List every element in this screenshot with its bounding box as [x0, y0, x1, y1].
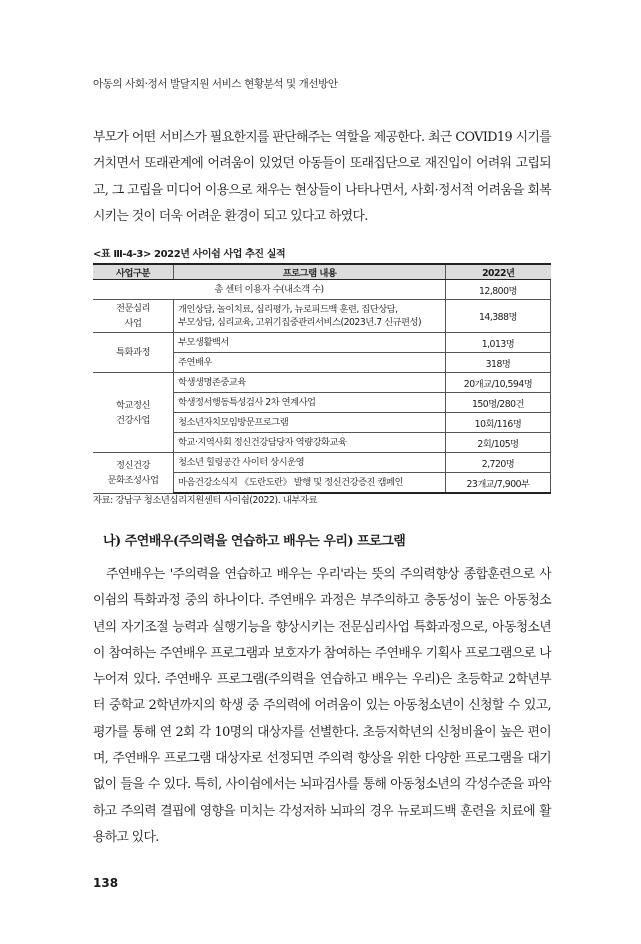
value-cell: 1,013명 [446, 333, 551, 353]
value-cell: 14,388명 [446, 300, 551, 333]
value-cell: 150명/280건 [446, 393, 551, 413]
category-cell: 학교정신 건강사업 [93, 373, 174, 453]
body-paragraph-2: 주연배우는 '주의력을 연습하고 배우는 우리'라는 뜻의 주의력향상 종합훈련으로 사이쉼의 특화과정 중의 하나이다. 주연배우 과정은 부주의하고 충동성이 높은 아동청소년의 자기조절 능력과 실행기능을 향상시키는 전문심리사업 특화과정으로, 아동청소년이 참여하는 주연배우 프로그램과 보호자가 참여하는 주연배우 기획사 프로그램으로 나누어져 있다. 주연배우 프로그램(주의력을 연습하고 배우는 우리)은 초등학교 2학년부터 중학교 2학년까지의 학생 중 주의력에 어려움이 있는 아동청소년이 신청할 수 있고, 평가를 통해 연 2회 각 10명의 대상자를 선별한다. 초등저학년의 신청비율이 높은 편이며, 주연배우 프로그램 대상자로 선정되면 주의력 향상을 위한 다양한 프로그램을 대기 없이 들을 수 있다. 특히, 사이쉼에서는 뇌파검사를 통해 아동청소년의 각성수준을 파악하고 주의력 결핍에 영향을 미치는 각성저하 뇌파의 경우 뉴로피드백 훈련을 치료에 활용하고 있다. [93, 567, 551, 845]
program-cell: 청소년 힐링공간 사이터 상시운영 [174, 453, 446, 473]
value-cell: 2,720명 [446, 453, 551, 473]
value-cell: 2회/105명 [446, 433, 551, 453]
section-subheading: 나) 주연배우(주의력을 연습하고 배우는 우리) 프로그램 [103, 534, 406, 549]
table-source-note: 자료: 강남구 청소년심리지원센터 사이쉼(2022). 내부자료 [93, 495, 318, 506]
program-results-table [93, 263, 551, 494]
program-cell: 개인상담, 놀이치료, 심리평가, 뉴로피드백 훈련, 집단상담, 부모상담, 심리교육, 고위기집중관리서비스(2023년.7 신규편성) [174, 300, 446, 333]
header-program: 프로그램 내용 [174, 264, 446, 280]
total-value-cell: 12,800명 [446, 280, 551, 300]
table-row [93, 373, 551, 393]
value-cell: 23개교/7,900부 [446, 473, 551, 494]
table-row [93, 300, 551, 333]
value-cell: 318명 [446, 353, 551, 373]
program-cell: 학생정서행동특성검사 2차 연계사업 [174, 393, 446, 413]
running-header: 아동의 사회·정서 발달지원 서비스 현황분석 및 개선방안 [93, 78, 338, 90]
table-row [93, 453, 551, 473]
total-program-cell: 총 센터 이용자 수(내소객 수) [93, 280, 446, 300]
program-cell: 부모생활백서 [174, 333, 446, 353]
table-caption: <표 Ⅲ-4-3> 2022년 사이쉼 사업 추진 실적 [93, 249, 286, 260]
header-category: 사업구분 [93, 264, 174, 280]
table-row [93, 333, 551, 353]
program-cell: 청소년자치모임방문프로그램 [174, 413, 446, 433]
table-header-row [93, 264, 551, 280]
table-row-total [93, 280, 551, 300]
page-number: 138 [93, 876, 119, 890]
body-paragraph-1: 부모가 어떤 서비스가 필요한지를 판단해주는 역할을 제공한다. 최근 COVID19 시기를 거치면서 또래관계에 어려움이 있었던 아동들이 또래집단으로 재진입이 어려워 고립되고, 그 고립을 미디어 이용으로 채우는 현상들이 나타나면서, 사회·정서적 어려움을 회복시키는 것이 더욱 어려운 환경이 되고 있다고 하였다. [93, 130, 551, 224]
program-cell: 주연배우 [174, 353, 446, 373]
value-cell: 10회/116명 [446, 413, 551, 433]
program-cell: 학교·지역사회 정신건강담당자 역량강화교육 [174, 433, 446, 453]
header-year: 2022년 [446, 264, 551, 280]
category-cell: 전문심리 사업 [93, 300, 174, 333]
category-cell: 정신건강 문화조성사업 [93, 453, 174, 494]
program-cell: 마음건강소식지 《도란도란》 발행 및 정신건강증진 캠페인 [174, 473, 446, 494]
value-cell: 20개교/10,594명 [446, 373, 551, 393]
program-cell: 학생생명존중교육 [174, 373, 446, 393]
category-cell: 특화과정 [93, 333, 174, 373]
